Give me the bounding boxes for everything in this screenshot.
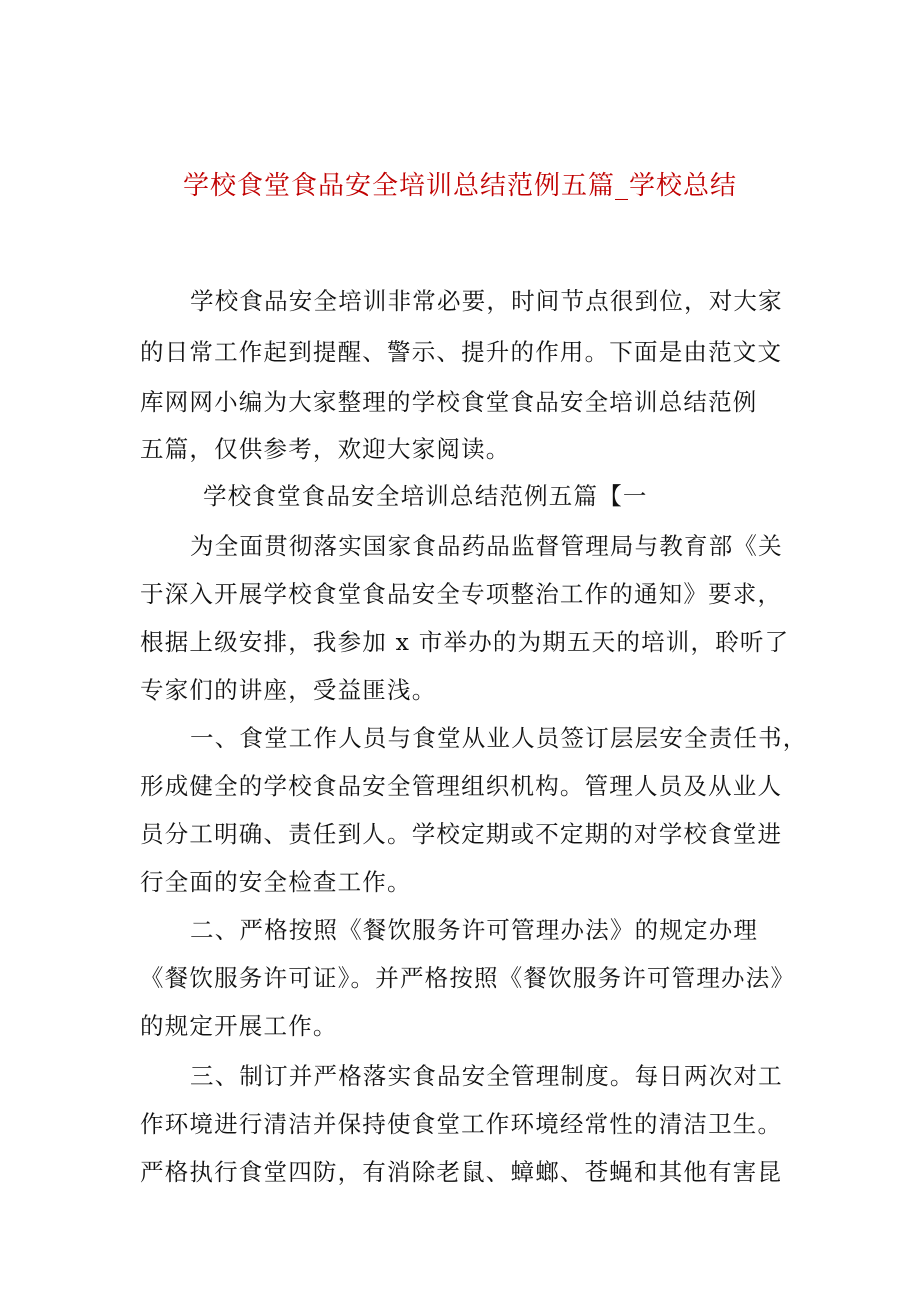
paragraph-line: 员分工明确、责任到人。学校定期或不定期的对学校食堂进 bbox=[140, 820, 783, 848]
paragraph-line: 的规定开展工作。 bbox=[140, 1012, 338, 1040]
paragraph-line: 五篇，仅供参考，欢迎大家阅读。 bbox=[140, 435, 511, 463]
paragraph-line: 专家们的讲座，受益匪浅。 bbox=[140, 676, 437, 704]
paragraph-line: 二、严格按照《餐饮服务许可管理办法》的规定办理 bbox=[190, 916, 759, 944]
document-title: 学校食堂食品安全培训总结范例五篇_学校总结 bbox=[182, 171, 737, 201]
paragraph-line: 于深入开展学校食堂食品安全专项整治工作的通知》要求， bbox=[140, 580, 783, 608]
section-heading: 学校食堂食品安全培训总结范例五篇【一 bbox=[203, 482, 648, 510]
paragraph-line: 三、制订并严格落实食品安全管理制度。每日两次对工 bbox=[190, 1062, 783, 1090]
paragraph-line: 《餐饮服务许可证》。并严格按照《餐饮服务许可管理办法》 bbox=[140, 964, 796, 992]
paragraph-line: 行全面的安全检查工作。 bbox=[140, 868, 412, 896]
paragraph-line: 作环境进行清洁并保持使食堂工作环境经常性的清洁卫生。 bbox=[140, 1110, 783, 1138]
paragraph-line: 学校食品安全培训非常必要，时间节点很到位，对大家 bbox=[190, 287, 783, 315]
paragraph-line: 的日常工作起到提醒、警示、提升的作用。下面是由范文文 bbox=[140, 338, 783, 366]
paragraph-line: 一、食堂工作人员与食堂从业人员签订层层安全责任书， bbox=[190, 724, 808, 752]
paragraph-line: 严格执行食堂四防，有消除老鼠、蟑螂、苍蝇和其他有害昆 bbox=[140, 1158, 783, 1186]
paragraph-line: 库网网小编为大家整理的学校食堂食品安全培训总结范例 bbox=[140, 388, 758, 416]
paragraph-line: 根据上级安排，我参加 x 市举办的为期五天的培训，聆听了 bbox=[140, 628, 790, 656]
paragraph-line: 形成健全的学校食品安全管理组织机构。管理人员及从业人 bbox=[140, 772, 783, 800]
paragraph-line: 为全面贯彻落实国家食品药品监督管理局与教育部《关 bbox=[190, 532, 783, 560]
